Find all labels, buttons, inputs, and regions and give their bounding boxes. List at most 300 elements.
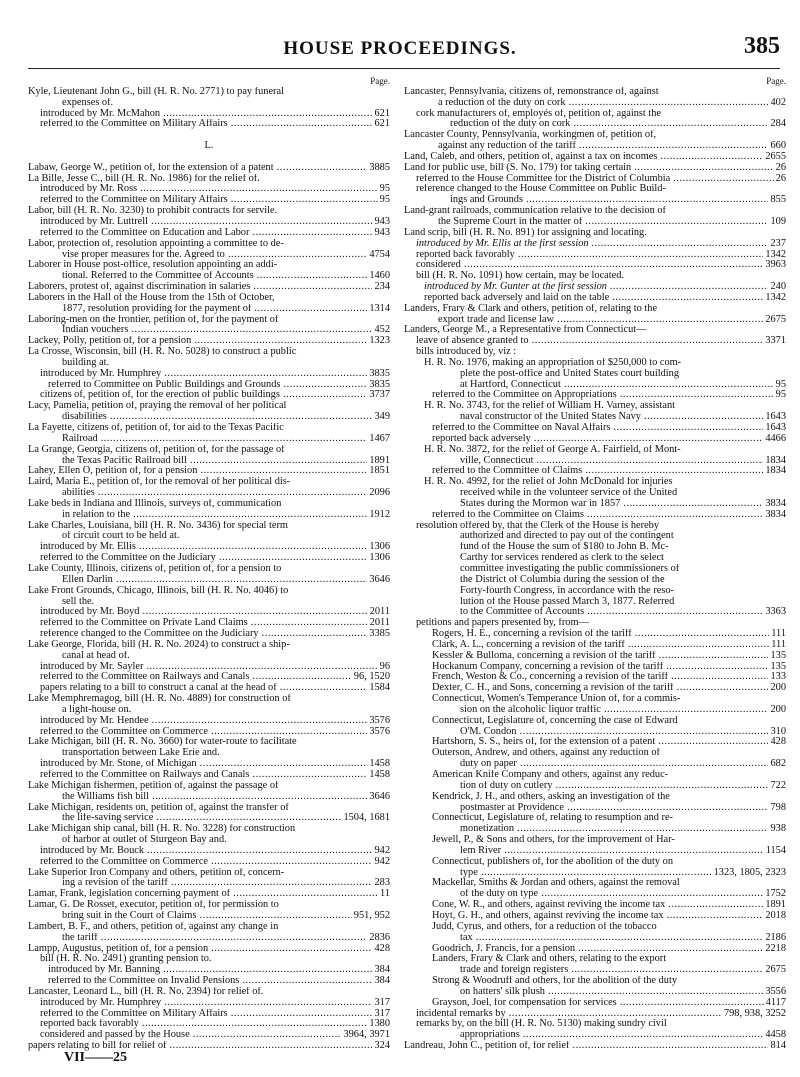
entry-text: Landers, Frary & Clark and others, petition of, relating to the <box>404 303 658 314</box>
index-entry <box>404 933 786 944</box>
page-reference: 428 <box>770 737 786 748</box>
index-entry <box>28 1030 390 1041</box>
page-reference: 943 <box>374 227 390 238</box>
entry-text: ville, Connecticut ..... <box>460 456 786 467</box>
entry-text: referred to the Committee on Commerce ..... <box>40 727 390 738</box>
entry-text: Lake Michigan fishermen, petition of, against the passage of <box>28 780 279 791</box>
entry-text: the Supreme Court in the matter of ..... <box>438 217 786 228</box>
entry-text: Indian vouchers ..... <box>62 325 390 336</box>
entry-text: referred to the Committee on Naval Affairs ..... <box>432 423 786 434</box>
entry-text: against any reduction of the tariff ..... <box>438 141 786 152</box>
entry-text: considered ..... <box>416 260 786 271</box>
entry-text: La Bille, Jesse C., bill (H. R. No. 1986) for the relief of. <box>28 173 260 184</box>
entry-text: Lamar, Frank, legislation concerning payment of ..... <box>28 889 390 900</box>
entry-text: Goodrich, J. Francis, for a pension ..... <box>432 944 786 955</box>
entry-text: American Knife Company and others, against any reduc- <box>432 770 669 780</box>
page-reference: 1380 <box>369 1019 390 1030</box>
index-entry <box>404 1009 786 1020</box>
index-line <box>404 130 786 141</box>
entry-text: Carthy for services rendered as clerk to the select <box>460 553 664 564</box>
index-line <box>28 737 390 748</box>
page-reference: 855 <box>770 195 786 206</box>
index-entry <box>28 878 390 889</box>
entry-text: introduced by Mr. Sayler ..... <box>40 662 390 673</box>
page-reference: 814 <box>770 1041 786 1052</box>
page-number: 385 <box>744 33 780 59</box>
index-entry <box>28 304 390 315</box>
index-line <box>404 325 786 336</box>
index-entry <box>28 944 390 955</box>
index-entry <box>28 672 390 683</box>
index-line <box>28 531 390 542</box>
entry-text: O'M. Condon ..... <box>460 727 786 738</box>
running-title: HOUSE PROCEEDINGS. <box>283 38 517 59</box>
entry-text: the Texas Pacific Railroad bill ..... <box>62 456 390 467</box>
entry-text: Lake George, Florida, bill (H. R. No. 2024) to construct a ship- <box>28 639 290 650</box>
entry-text: of harbor at outlet of Sturgeon Bay and. <box>62 835 227 846</box>
index-entry <box>404 640 786 651</box>
entry-text: introduced by Mr. Stone, of Michigan ..... <box>40 759 390 770</box>
entry-text: Grayson, Joel, for compensation for services ..... <box>432 998 786 1009</box>
entry-text: Lancaster, Pennsylvania, citizens of, remonstrance of, against <box>404 86 659 97</box>
page-reference: 2675 <box>765 965 786 976</box>
entry-text: reported back adversely ..... <box>432 434 786 445</box>
index-entry <box>404 781 786 792</box>
entry-text: H. R. No. 3872, for the relief of George A. Fairfield, of Mont- <box>424 444 681 455</box>
entry-text: Cone, W. R., and others, against reviving the income tax ..... <box>432 900 786 911</box>
entry-text: at Hartford, Connecticut ..... <box>460 380 786 391</box>
index-line <box>28 401 390 412</box>
entry-text: H. R. No. 4992, for the relief of John McDonald for injuries <box>424 477 673 488</box>
entry-text: introduced by Mr. Humphrey ..... <box>40 998 390 1009</box>
index-entry <box>404 998 786 1009</box>
index-line <box>28 98 390 109</box>
entry-text: in relation to the ..... <box>62 510 390 521</box>
index-entry <box>404 239 786 250</box>
entry-text: appropriations ..... <box>460 1030 786 1041</box>
page-reference: 682 <box>770 759 786 770</box>
page-reference: 1834 <box>765 466 786 477</box>
index-entry <box>28 282 390 293</box>
index-line <box>404 922 786 933</box>
index-entry <box>404 141 786 152</box>
entry-text: monetization ..... <box>460 824 786 835</box>
index-entry <box>28 857 390 868</box>
page-reference: 4754 <box>369 249 390 260</box>
entry-text: Land, Caleb, and others, petition of, against a tax on incomes ..... <box>404 152 786 163</box>
entry-text: abilities ..... <box>62 488 390 499</box>
entry-text: Laborers, protest of, against discrimination in salaries ..... <box>28 282 390 293</box>
page-reference: 135 <box>770 650 786 661</box>
entry-text: Judd, Cyrus, and others, for a reduction of the tobacco <box>432 921 657 932</box>
index-entry <box>28 813 390 824</box>
index-entry <box>28 228 390 239</box>
page-reference: 95 <box>775 390 786 401</box>
entry-text: Lake County, Illinois, citizens of, petition of, for a pension to <box>28 563 282 574</box>
entry-text: Landers, George M., a Representative from Connecticut— <box>404 325 647 336</box>
page-reference: 1342 <box>765 292 786 303</box>
entry-text: La Crosse, Wisconsin, bill (H. R. No. 5028) to construct a public <box>28 347 297 358</box>
index-entry <box>404 889 786 900</box>
index-line <box>28 640 390 651</box>
page-reference: 1467 <box>369 433 390 444</box>
entry-text: trade and foreign registers ..... <box>460 965 786 976</box>
entry-text: ing a revision of the tariff ..... <box>62 878 390 889</box>
page-reference: 1306 <box>369 553 390 564</box>
index-line <box>28 868 390 879</box>
entry-text: introduced by Mr. Ellis ..... <box>40 542 390 553</box>
index-entry <box>28 716 390 727</box>
entry-text: referred to the Committee of Claims ..... <box>432 466 786 477</box>
page-reference: 722 <box>770 780 786 791</box>
entry-text: Strong & Woodruff and others, for the abolition of the duty <box>432 976 677 987</box>
index-entry <box>28 325 390 336</box>
page-reference: 2011 <box>369 607 390 618</box>
page-reference: 1306 <box>369 542 390 553</box>
page-reference: 798, 938, 3252 <box>723 1008 786 1019</box>
page-reference: 2655 <box>765 151 786 162</box>
entry-text: French, Weston & Co., concerning a revision of the tariff ..... <box>432 672 786 683</box>
index-entry <box>28 380 390 391</box>
page-reference: 1643 <box>765 423 786 433</box>
index-line <box>28 315 390 326</box>
entry-text: reference changed to the Committee on the Judiciary ..... <box>40 629 390 640</box>
index-entry <box>28 683 390 694</box>
entry-text: Mackellar, Smiths & Jordan and others, against the removal <box>432 878 680 889</box>
entry-text: introduced by Mr. Gunter at the first session ..... <box>424 282 786 293</box>
page-reference: 3835 <box>369 379 390 390</box>
index-entry <box>404 651 786 662</box>
page-reference: 1891 <box>369 455 390 466</box>
entry-text: Dexter, C. H., and Sons, concerning a revision of the tariff ..... <box>432 683 786 694</box>
entry-text: bill (H. R. No. 1091) how certain, may be located. <box>416 271 624 282</box>
index-line <box>404 976 786 987</box>
entry-text: States during the Mormon war in 1857 ..... <box>460 499 786 510</box>
index-line <box>28 206 390 217</box>
index-entry <box>404 662 786 673</box>
index-entry <box>28 542 390 553</box>
page-reference: 621 <box>374 119 390 130</box>
page-reference: 384 <box>374 965 390 976</box>
entry-text: Connecticut, Legislature of, relating to resumption and re- <box>432 813 673 824</box>
entry-text: duty on paper ..... <box>460 759 786 770</box>
entry-text: La Grange, Georgia, citizens of, petition of, for the passage of <box>28 444 285 455</box>
index-entry <box>28 727 390 738</box>
entry-text: introduced by Mr. McMahon ..... <box>40 109 390 120</box>
entry-text: received while in the volunteer service of the United <box>460 488 678 499</box>
index-line <box>28 564 390 575</box>
entry-text: Labor, bill (H. R. No. 3230) to prohibit contracts for servile. <box>28 206 278 217</box>
index-entry <box>28 369 390 380</box>
index-line <box>404 358 786 369</box>
entry-text: La Fayette, citizens of, petition of, for aid to the Texas Pacific <box>28 423 284 433</box>
index-entry <box>28 933 390 944</box>
index-line <box>28 781 390 792</box>
page-reference: 2675 <box>765 314 786 325</box>
page-reference: 95 <box>775 379 786 390</box>
page-reference: 349 <box>374 412 390 423</box>
index-entry <box>28 662 390 673</box>
entry-text: Connecticut, Women's Temperance Union of, for a commis- <box>432 694 681 705</box>
entry-text: Land scrip, bill (H. R. No. 891) for assigning and locating. <box>404 227 647 238</box>
entry-text: Jewell, P., & Sons and others, for the improvement of Har- <box>432 835 675 846</box>
index-entry <box>404 336 786 347</box>
page-reference: 135 <box>770 661 786 672</box>
page-reference: 3964, 3971 <box>343 1030 390 1041</box>
index-entry <box>28 109 390 120</box>
entry-text: Land-grant railroads, communication relative to the decision of <box>404 206 666 217</box>
page-reference: 942 <box>374 845 390 856</box>
page-reference: 3371 <box>765 336 786 347</box>
entry-text: Lake Memphremagog, bill (H. R. No. 4889) for construction of <box>28 694 291 705</box>
entry-text: canal at head of. <box>62 650 130 661</box>
index-entry <box>28 390 390 401</box>
entry-text: vise proper measures for the. Agreed to ..... <box>62 250 390 261</box>
entry-text: naval constructor of the United States Navy ..... <box>460 412 786 423</box>
index-line <box>404 76 786 87</box>
entry-text: Kendrick, J. H., and others, asking an investigation of the <box>432 791 670 802</box>
entry-text: referred to the Committee on Claims ..... <box>432 510 786 521</box>
page-reference: 1154 <box>765 845 786 856</box>
entry-text: Lahey, Ellen O, petition of, for a pension ..... <box>28 466 390 477</box>
index-entry <box>28 889 390 900</box>
entry-text: citizens of, petition of, for the erection of public buildings ..... <box>40 390 390 401</box>
index-line <box>28 477 390 488</box>
index-line <box>28 152 390 163</box>
entry-text: referred to the House Committee for the District of Columbia ..... <box>416 174 786 185</box>
page-reference: 4466 <box>765 433 786 444</box>
index-line <box>404 87 786 98</box>
page-reference: 1314 <box>369 303 390 314</box>
entry-text: bills introduced by, viz : <box>416 347 517 358</box>
entry-text: the life-saving service ..... <box>62 813 390 824</box>
index-entry <box>404 260 786 271</box>
index-line <box>404 857 786 868</box>
entry-text: cork manufacturers of, employés of, petition of, against the <box>416 108 662 119</box>
entry-text: referred to the Committee on Education and Labor ..... <box>40 228 390 239</box>
left-column <box>28 76 390 1052</box>
index-line <box>404 369 786 380</box>
entry-text: export trade and license law ..... <box>438 315 786 326</box>
entry-text: Laborers in the Hall of the House from the 15th of October, <box>28 292 275 303</box>
index-line <box>28 347 390 358</box>
index-entry <box>404 250 786 261</box>
entry-text: plete the post-office and United States court building <box>460 368 679 379</box>
entry-text: leave of absence granted to ..... <box>416 336 786 347</box>
index-entry <box>404 803 786 814</box>
index-line <box>28 445 390 456</box>
page-reference: 11 <box>380 889 390 900</box>
index-line <box>404 878 786 889</box>
index-line <box>28 748 390 759</box>
entry-text: tional. Referred to the Committee of Accounts ..... <box>62 271 390 282</box>
index-line <box>28 499 390 510</box>
entry-text: H. R. No. 1976, making an appropriation of $250,000 to com- <box>424 357 682 368</box>
page-reference: 1323 <box>369 336 390 347</box>
index-line <box>404 716 786 727</box>
page-reference: 1460 <box>369 271 390 282</box>
entry-text: committee investigating the public commissioners of <box>460 563 680 574</box>
index-line <box>28 900 390 911</box>
index-line <box>404 521 786 532</box>
page-reference: 237 <box>770 238 786 249</box>
index-line <box>404 488 786 499</box>
entry-text: papers relating to bill for relief of ..... <box>28 1041 390 1052</box>
entry-text: Laborer in House post-office, resolution appointing an addi- <box>28 260 278 271</box>
entry-text: Forty-fourth Congress, in accordance with the reso- <box>460 585 674 596</box>
index-line <box>404 1019 786 1030</box>
page-reference: 200 <box>770 704 786 715</box>
index-line <box>28 87 390 98</box>
index-entry <box>28 195 390 206</box>
page-reference: 452 <box>374 325 390 336</box>
index-entry <box>28 456 390 467</box>
index-entry <box>404 390 786 401</box>
index-entry <box>404 759 786 770</box>
entry-text: Page. <box>370 76 390 86</box>
page-reference: 111 <box>771 629 786 640</box>
index-entry <box>404 282 786 293</box>
entry-text: bring suit in the Court of Claims ..... <box>62 911 390 922</box>
page-reference: 3834 <box>765 509 786 520</box>
entry-text: disabilities ..... <box>62 412 390 423</box>
index-entry <box>28 1009 390 1020</box>
page-reference: 324 <box>374 1041 390 1052</box>
entry-text: papers relating to a bill to construct a canal at the head of ..... <box>40 683 390 694</box>
entry-text: lem River ..... <box>460 846 786 857</box>
entry-text: referred to the Committee on Military Affairs ..... <box>40 1009 390 1020</box>
entry-text: considered and passed by the House ..... <box>40 1030 390 1041</box>
index-line <box>404 347 786 358</box>
page-reference: 133 <box>770 672 786 683</box>
index-entry <box>404 434 786 445</box>
page-reference: 2096 <box>369 488 390 499</box>
index-entry <box>404 152 786 163</box>
index-entry <box>404 965 786 976</box>
index-line <box>28 987 390 998</box>
entry-text: Lake Charles, Louisiana, bill (H. R. No. 3436) for special term <box>28 520 288 531</box>
entry-text: Page. <box>766 76 786 86</box>
entry-text: Land for public use, bill (S. No. 179) for taking certain ..... <box>404 163 786 174</box>
index-entry <box>28 553 390 564</box>
page-reference: 234 <box>374 282 390 293</box>
page-reference: 1323, 1805, 2323 <box>713 867 786 878</box>
entry-text: on hatters' silk plush ..... <box>460 987 786 998</box>
index-entry <box>404 846 786 857</box>
index-line <box>404 206 786 217</box>
page-reference: 96 <box>379 661 390 672</box>
entry-text: incidental remarks by ..... <box>416 1009 786 1020</box>
page-reference: 1891 <box>765 900 786 911</box>
index-entry <box>404 315 786 326</box>
page-reference: 283 <box>374 878 390 889</box>
index-entry <box>404 944 786 955</box>
index-entry <box>404 174 786 185</box>
entry-text: the tariff ..... <box>62 933 390 944</box>
page-reference: 2186 <box>765 932 786 943</box>
index-line <box>404 553 786 564</box>
index-line <box>28 521 390 532</box>
index-entry <box>404 607 786 618</box>
page-reference: 942 <box>374 856 390 867</box>
index-entry <box>404 672 786 683</box>
entry-text: fund of the House the sum of $180 to John B. Mc- <box>460 542 669 553</box>
page-reference: 402 <box>770 97 786 108</box>
entry-text: H. R. No. 3743, for the relief of William H. Varney, assistant <box>424 401 676 412</box>
index-entry <box>404 510 786 521</box>
page-reference: 798 <box>770 802 786 813</box>
entry-text: authorized and directed to pay out of the contingent <box>460 531 674 542</box>
entry-text: reported back favorably ..... <box>40 1019 390 1030</box>
entry-text: Connecticut, publishers of, for the abolition of the duty on <box>432 856 674 867</box>
entry-text: referred to Committee on Public Buildings and Grounds ..... <box>48 380 390 391</box>
index-entry <box>28 184 390 195</box>
page-reference: 1504, 1681 <box>343 813 390 824</box>
entry-text: Hockanum Company, concerning a revision of the tariff ..... <box>432 662 786 673</box>
entry-text: introduced by Mr. Humphrey ..... <box>40 369 390 380</box>
index-line <box>404 694 786 705</box>
index-entry <box>28 607 390 618</box>
page-reference: 1834 <box>765 455 786 466</box>
entry-text: Hoyt, G. H., and others, against reviving the income tax ..... <box>432 911 786 922</box>
entry-text: Lamar, G. De Rosset, executor, petition of, for permission to <box>28 900 279 911</box>
page-reference: 1752 <box>765 889 786 900</box>
index-line <box>28 824 390 835</box>
index-entry <box>404 737 786 748</box>
page-reference: 3385 <box>369 629 390 640</box>
index-entry <box>28 119 390 130</box>
page-reference: 3834 <box>765 498 786 509</box>
entry-text: building at. <box>62 357 110 368</box>
entry-text: the District of Columbia during the session of the <box>460 574 665 585</box>
page-reference: 111 <box>771 639 786 650</box>
entry-text: referred to the Committee on Railways and Canals ..... <box>40 770 390 781</box>
entry-text: Lake beds in Indiana and Illinois, surveys of, communication <box>28 498 282 509</box>
index-entry <box>28 618 390 629</box>
index-line <box>404 575 786 586</box>
index-entry <box>404 727 786 738</box>
page-reference: 26 <box>775 162 786 173</box>
entry-text: Rogers, H. E., concerning a revision of the tariff ..... <box>432 629 786 640</box>
index-entry <box>28 271 390 282</box>
entry-text: postmaster at Providence ..... <box>460 803 786 814</box>
index-line <box>404 271 786 282</box>
index-line <box>404 954 786 965</box>
entry-text: Lancaster County, Pennsylvania, workingmen of, petition of, <box>404 130 657 141</box>
entry-text: lution of the House passed March 3, 1877. Referred <box>460 596 675 607</box>
entry-text: Ellen Darlin ..... <box>62 575 390 586</box>
index-entry <box>404 423 786 434</box>
entry-text: a reduction of the duty on cork ..... <box>438 98 786 109</box>
entry-text: referred to the Committee on the Judiciary ..... <box>40 553 390 564</box>
index-entry <box>404 293 786 304</box>
entry-text: tax ..... <box>460 933 786 944</box>
entry-text: referred to the Committee on Railways and Canals ..... <box>40 672 390 683</box>
entry-text: type ..... <box>460 868 786 879</box>
entry-text: tion of duty on cutlery ..... <box>460 781 786 792</box>
page-reference: 240 <box>770 282 786 293</box>
index-entry <box>28 466 390 477</box>
index-entry <box>404 163 786 174</box>
index-line <box>28 597 390 608</box>
entry-text: referred to the Committee on Military Affairs ..... <box>40 119 390 130</box>
index-entry <box>404 98 786 109</box>
index-line <box>28 358 390 369</box>
page-reference: 96, 1520 <box>353 672 390 683</box>
index-line <box>28 835 390 846</box>
index-entry <box>404 1030 786 1041</box>
entry-text: reduction of the duty on cork ..... <box>450 119 786 130</box>
